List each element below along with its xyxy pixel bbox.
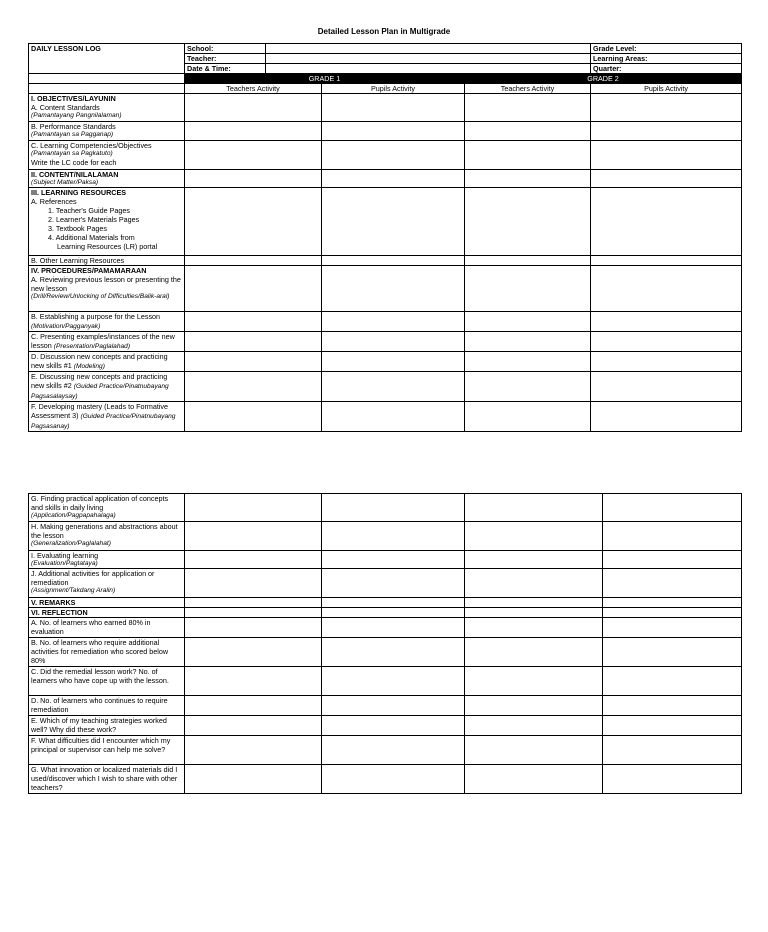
row-label: F. What difficulties did I encounter which my principal or supervisor can help me solve? — [29, 736, 185, 765]
competencies-note: Write the LC code for each — [31, 158, 117, 167]
g2-pupils-cell[interactable] — [603, 618, 742, 638]
row-label: G. What innovation or localized materials did I used/discover which I wish to share with other teachers? — [29, 765, 185, 794]
proc-e-label: E. Discussing new concepts and practicing new skills #2 — [31, 372, 168, 390]
g2-pupils-cell[interactable] — [591, 141, 742, 170]
date-time-field[interactable] — [266, 64, 591, 74]
ref-item-2: 2. Learner's Materials Pages — [48, 215, 140, 224]
g2-pupils-cell[interactable] — [603, 667, 742, 696]
table-row — [29, 667, 742, 696]
g2-pupils-cell[interactable] — [591, 332, 742, 352]
g1-teachers-cell[interactable] — [185, 494, 322, 522]
row-label — [29, 312, 185, 332]
g1-teachers-cell[interactable] — [185, 332, 322, 352]
g1-pupils-cell[interactable] — [322, 170, 465, 188]
g2-teachers-cell[interactable] — [465, 122, 591, 141]
row-label — [29, 551, 185, 569]
row-label — [29, 141, 185, 170]
g1-teachers-cell[interactable] — [185, 696, 322, 716]
g1-teachers-activity-header: Teachers Activity — [185, 84, 322, 94]
proc-h-sub: (Generalization/Paglalahat) — [31, 540, 111, 547]
table-row — [29, 372, 742, 402]
g1-pupils-cell[interactable] — [322, 716, 465, 736]
g2-teachers-activity-header: Teachers Activity — [465, 84, 591, 94]
g1-pupils-cell[interactable] — [322, 765, 465, 794]
table-row — [29, 188, 742, 256]
g2-pupils-cell[interactable] — [591, 122, 742, 141]
proc-e-sub: (Guided Practice/Pinatnubayang Pagsasalaysay) — [31, 383, 169, 400]
g2-teachers-cell[interactable] — [465, 716, 603, 736]
g1-teachers-cell[interactable] — [185, 352, 322, 372]
table-row — [29, 522, 742, 551]
table-row — [29, 402, 742, 432]
g2-pupils-activity-header: Pupils Activity — [591, 84, 742, 94]
resources-heading: III. LEARNING RESOURCES — [31, 188, 127, 197]
g2-teachers-cell[interactable] — [465, 696, 603, 716]
document-title: Detailed Lesson Plan in Multigrade — [317, 27, 451, 36]
row-label — [29, 266, 185, 312]
table-row — [29, 256, 742, 266]
proc-i-label: I. Evaluating learning — [31, 551, 99, 560]
g2-pupils-cell[interactable] — [603, 598, 742, 608]
g2-pupils-cell[interactable] — [603, 716, 742, 736]
table-row — [29, 312, 742, 332]
g1-teachers-cell[interactable] — [185, 667, 322, 696]
performance-standards-sub: (Pamantayan sa Pagganap) — [31, 131, 114, 138]
objectives-heading: I. OBJECTIVES/LAYUNIN — [31, 94, 116, 103]
table-row — [29, 352, 742, 372]
table-row — [29, 141, 742, 170]
g2-pupils-cell[interactable] — [591, 188, 742, 256]
g1-teachers-cell[interactable] — [185, 188, 322, 256]
g2-pupils-cell[interactable] — [603, 638, 742, 667]
g2-teachers-cell[interactable] — [465, 667, 603, 696]
row-label — [29, 352, 185, 372]
table-row — [29, 638, 742, 667]
g1-teachers-cell[interactable] — [185, 122, 322, 141]
learning-areas-label: Learning Areas: — [591, 54, 742, 64]
proc-i-sub: (Evaluation/Pagtataya) — [31, 560, 98, 567]
g2-teachers-cell[interactable] — [465, 736, 603, 765]
competencies-sub: (Pamantayan sa Pagkatuto) — [31, 150, 113, 157]
row-label — [29, 494, 185, 522]
table-row — [29, 696, 742, 716]
g1-teachers-cell[interactable] — [185, 256, 322, 266]
g2-teachers-cell[interactable] — [465, 372, 591, 402]
g1-pupils-cell[interactable] — [322, 598, 465, 608]
teacher-label: Teacher: — [185, 54, 266, 64]
content-standards-sub: (Pamantayang Pangnilalaman) — [31, 112, 122, 119]
g1-teachers-cell[interactable] — [185, 266, 322, 312]
performance-standards-label: B. Performance Standards — [31, 122, 116, 131]
table-row — [29, 332, 742, 352]
date-time-label: Date & Time: — [185, 64, 266, 74]
row-label — [29, 569, 185, 598]
row-label — [29, 122, 185, 141]
ref-item-1: 1. Teacher's Guide Pages — [48, 206, 130, 215]
table-row — [29, 494, 742, 522]
g1-pupils-cell[interactable] — [322, 256, 465, 266]
g2-teachers-cell[interactable] — [465, 765, 603, 794]
g2-pupils-cell[interactable] — [591, 266, 742, 312]
proc-h-label: H. Making generations and abstractions about the lesson — [31, 522, 178, 540]
g1-teachers-cell[interactable] — [185, 598, 322, 608]
g1-pupils-activity-header: Pupils Activity — [322, 84, 465, 94]
row-label: E. Which of my teaching strategies worked well? Why did these work? — [29, 716, 185, 736]
g2-teachers-cell[interactable] — [465, 256, 591, 266]
g1-pupils-cell[interactable] — [322, 522, 465, 551]
daily-lesson-log-label: DAILY LESSON LOG — [29, 44, 185, 74]
g2-teachers-cell[interactable] — [465, 638, 603, 667]
g1-pupils-cell[interactable] — [322, 667, 465, 696]
g2-teachers-cell[interactable] — [465, 170, 591, 188]
g2-teachers-cell[interactable] — [465, 266, 591, 312]
row-label — [29, 94, 185, 122]
g2-pupils-cell[interactable] — [591, 372, 742, 402]
teacher-field[interactable] — [266, 54, 591, 64]
table-row — [29, 170, 742, 188]
g1-teachers-cell[interactable] — [185, 522, 322, 551]
g2-teachers-cell[interactable] — [465, 94, 591, 122]
proc-j-sub: (Assignment/Takdang Aralin) — [31, 587, 116, 594]
g1-pupils-cell[interactable] — [322, 312, 465, 332]
g1-teachers-cell[interactable] — [185, 551, 322, 569]
row-label: C. Did the remedial lesson work? No. of learners who have cope up with the lesson. — [29, 667, 185, 696]
g1-pupils-cell[interactable] — [322, 551, 465, 569]
row-label — [29, 188, 185, 256]
references-label: A. References — [31, 197, 77, 206]
row-label: B. No. of learners who require additional activities for remediation who scored below 80% — [29, 638, 185, 667]
g2-pupils-cell[interactable] — [591, 312, 742, 332]
row-label: B. Other Learning Resources — [29, 256, 185, 266]
g2-pupils-cell[interactable] — [591, 402, 742, 432]
g2-teachers-cell[interactable] — [465, 608, 603, 618]
g1-teachers-cell[interactable] — [185, 372, 322, 402]
g1-pupils-cell[interactable] — [322, 266, 465, 312]
g2-teachers-cell[interactable] — [465, 598, 603, 608]
g1-teachers-cell[interactable] — [185, 618, 322, 638]
g1-pupils-cell[interactable] — [322, 736, 465, 765]
reflection-heading: VI. REFLECTION — [29, 608, 185, 618]
g2-pupils-cell[interactable] — [603, 551, 742, 569]
g1-pupils-cell[interactable] — [322, 569, 465, 598]
g1-pupils-cell[interactable] — [322, 494, 465, 522]
g1-teachers-cell[interactable] — [185, 716, 322, 736]
quarter-label: Quarter: — [591, 64, 742, 74]
proc-a-label: A. Reviewing previous lesson or presenting the new lesson — [31, 275, 181, 293]
proc-f-sub: (Guided Practice/Pinatnubayang Pagsasanay) — [31, 413, 176, 430]
g2-teachers-cell[interactable] — [465, 312, 591, 332]
g1-pupils-cell[interactable] — [322, 332, 465, 352]
g1-pupils-cell[interactable] — [322, 402, 465, 432]
proc-b-label: B. Establishing a purpose for the Lesson — [31, 312, 161, 321]
proc-j-label: J. Additional activities for application or remediation — [31, 569, 155, 587]
proc-c-label: C. Presenting examples/instances of the new lesson — [31, 332, 175, 350]
g1-pupils-cell[interactable] — [322, 696, 465, 716]
table-row — [29, 608, 742, 618]
table-row — [29, 736, 742, 765]
g1-teachers-cell[interactable] — [185, 638, 322, 667]
lesson-log-table-page1 — [28, 43, 742, 432]
g2-pupils-cell[interactable] — [591, 256, 742, 266]
g2-pupils-cell[interactable] — [591, 170, 742, 188]
g1-pupils-cell[interactable] — [322, 122, 465, 141]
g1-teachers-cell[interactable] — [185, 608, 322, 618]
g1-pupils-cell[interactable] — [322, 638, 465, 667]
row-label — [29, 170, 185, 188]
lesson-log-table-page2 — [28, 493, 742, 794]
g1-teachers-cell[interactable] — [185, 94, 322, 122]
procedures-heading: IV. PROCEDURES/PAMAMARAAN — [31, 266, 147, 275]
row-label — [29, 332, 185, 352]
g1-teachers-cell[interactable] — [185, 569, 322, 598]
g1-teachers-cell[interactable] — [185, 312, 322, 332]
proc-b-sub: (Motivation/Pagganyak) — [31, 323, 101, 330]
g1-teachers-cell[interactable] — [185, 170, 322, 188]
g2-pupils-cell[interactable] — [603, 522, 742, 551]
g1-pupils-cell[interactable] — [322, 608, 465, 618]
g2-teachers-cell[interactable] — [465, 569, 603, 598]
row-label — [29, 372, 185, 402]
g2-teachers-cell[interactable] — [465, 618, 603, 638]
remarks-heading: V. REMARKS — [29, 598, 185, 608]
table-row — [29, 569, 742, 598]
proc-a-sub: (Drill/Review/Unlocking of Difficulties/Balik-aral) — [31, 293, 170, 300]
g2-teachers-cell[interactable] — [465, 352, 591, 372]
g2-pupils-cell[interactable] — [603, 736, 742, 765]
grade1-header: GRADE 1 — [185, 74, 465, 84]
g1-pupils-cell[interactable] — [322, 141, 465, 170]
proc-f-label: F. Developing mastery (Leads to Formative Assessment 3) — [31, 402, 169, 420]
g2-pupils-cell[interactable] — [603, 765, 742, 794]
table-row — [29, 716, 742, 736]
school-label: School: — [185, 44, 266, 54]
g2-teachers-cell[interactable] — [465, 402, 591, 432]
proc-g-sub: (Application/Pagpapahalaga) — [31, 512, 116, 519]
g1-pupils-cell[interactable] — [322, 352, 465, 372]
proc-d-sub: (Modeling) — [73, 363, 105, 370]
g2-teachers-cell[interactable] — [465, 332, 591, 352]
row-label — [29, 522, 185, 551]
blank-cell — [29, 84, 185, 94]
table-row — [29, 266, 742, 312]
g2-teachers-cell[interactable] — [465, 188, 591, 256]
grade-level-label: Grade Level: — [591, 44, 742, 54]
competencies-label: C. Learning Competencies/Objectives — [31, 141, 152, 150]
row-label: A. No. of learners who earned 80% in evaluation — [29, 618, 185, 638]
content-standards-label: A. Content Standards — [31, 103, 100, 112]
g1-teachers-cell[interactable] — [185, 736, 322, 765]
school-field[interactable] — [266, 44, 591, 54]
content-sub: (Subject Matter/Paksa) — [31, 179, 99, 186]
g1-teachers-cell[interactable] — [185, 141, 322, 170]
g1-pupils-cell[interactable] — [322, 188, 465, 256]
table-row — [29, 551, 742, 569]
table-row — [29, 122, 742, 141]
ref-item-3: 3. Textbook Pages — [48, 224, 108, 233]
row-label: D. No. of learners who continues to require remediation — [29, 696, 185, 716]
g2-pupils-cell[interactable] — [603, 608, 742, 618]
g1-teachers-cell[interactable] — [185, 765, 322, 794]
g1-pupils-cell[interactable] — [322, 94, 465, 122]
ref-item-4: 4. Additional Materials from — [48, 233, 135, 242]
row-label — [29, 402, 185, 432]
table-row — [29, 598, 742, 608]
blank-cell — [29, 74, 185, 84]
g2-pupils-cell[interactable] — [591, 352, 742, 372]
proc-c-sub: (Presentation/Paglalahad) — [53, 343, 131, 350]
g2-pupils-cell[interactable] — [603, 569, 742, 598]
g2-teachers-cell[interactable] — [465, 522, 603, 551]
g2-teachers-cell[interactable] — [465, 551, 603, 569]
g2-teachers-cell[interactable] — [465, 141, 591, 170]
proc-g-label: G. Finding practical application of concepts and skills in daily living — [31, 494, 169, 512]
grade2-header: GRADE 2 — [465, 74, 742, 84]
table-row — [29, 94, 742, 122]
g2-pupils-cell[interactable] — [603, 696, 742, 716]
g1-teachers-cell[interactable] — [185, 402, 322, 432]
g1-pupils-cell[interactable] — [322, 618, 465, 638]
g2-pupils-cell[interactable] — [591, 94, 742, 122]
ref-item-4-cont: Learning Resources (LR) portal — [57, 242, 158, 251]
g2-pupils-cell[interactable] — [603, 494, 742, 522]
content-heading: II. CONTENT/NILALAMAN — [31, 170, 119, 179]
g1-pupils-cell[interactable] — [322, 372, 465, 402]
proc-d-label: D. Discussion new concepts and practicing new skills #1 — [31, 352, 168, 370]
table-row — [29, 618, 742, 638]
table-row — [29, 765, 742, 794]
g2-teachers-cell[interactable] — [465, 494, 603, 522]
